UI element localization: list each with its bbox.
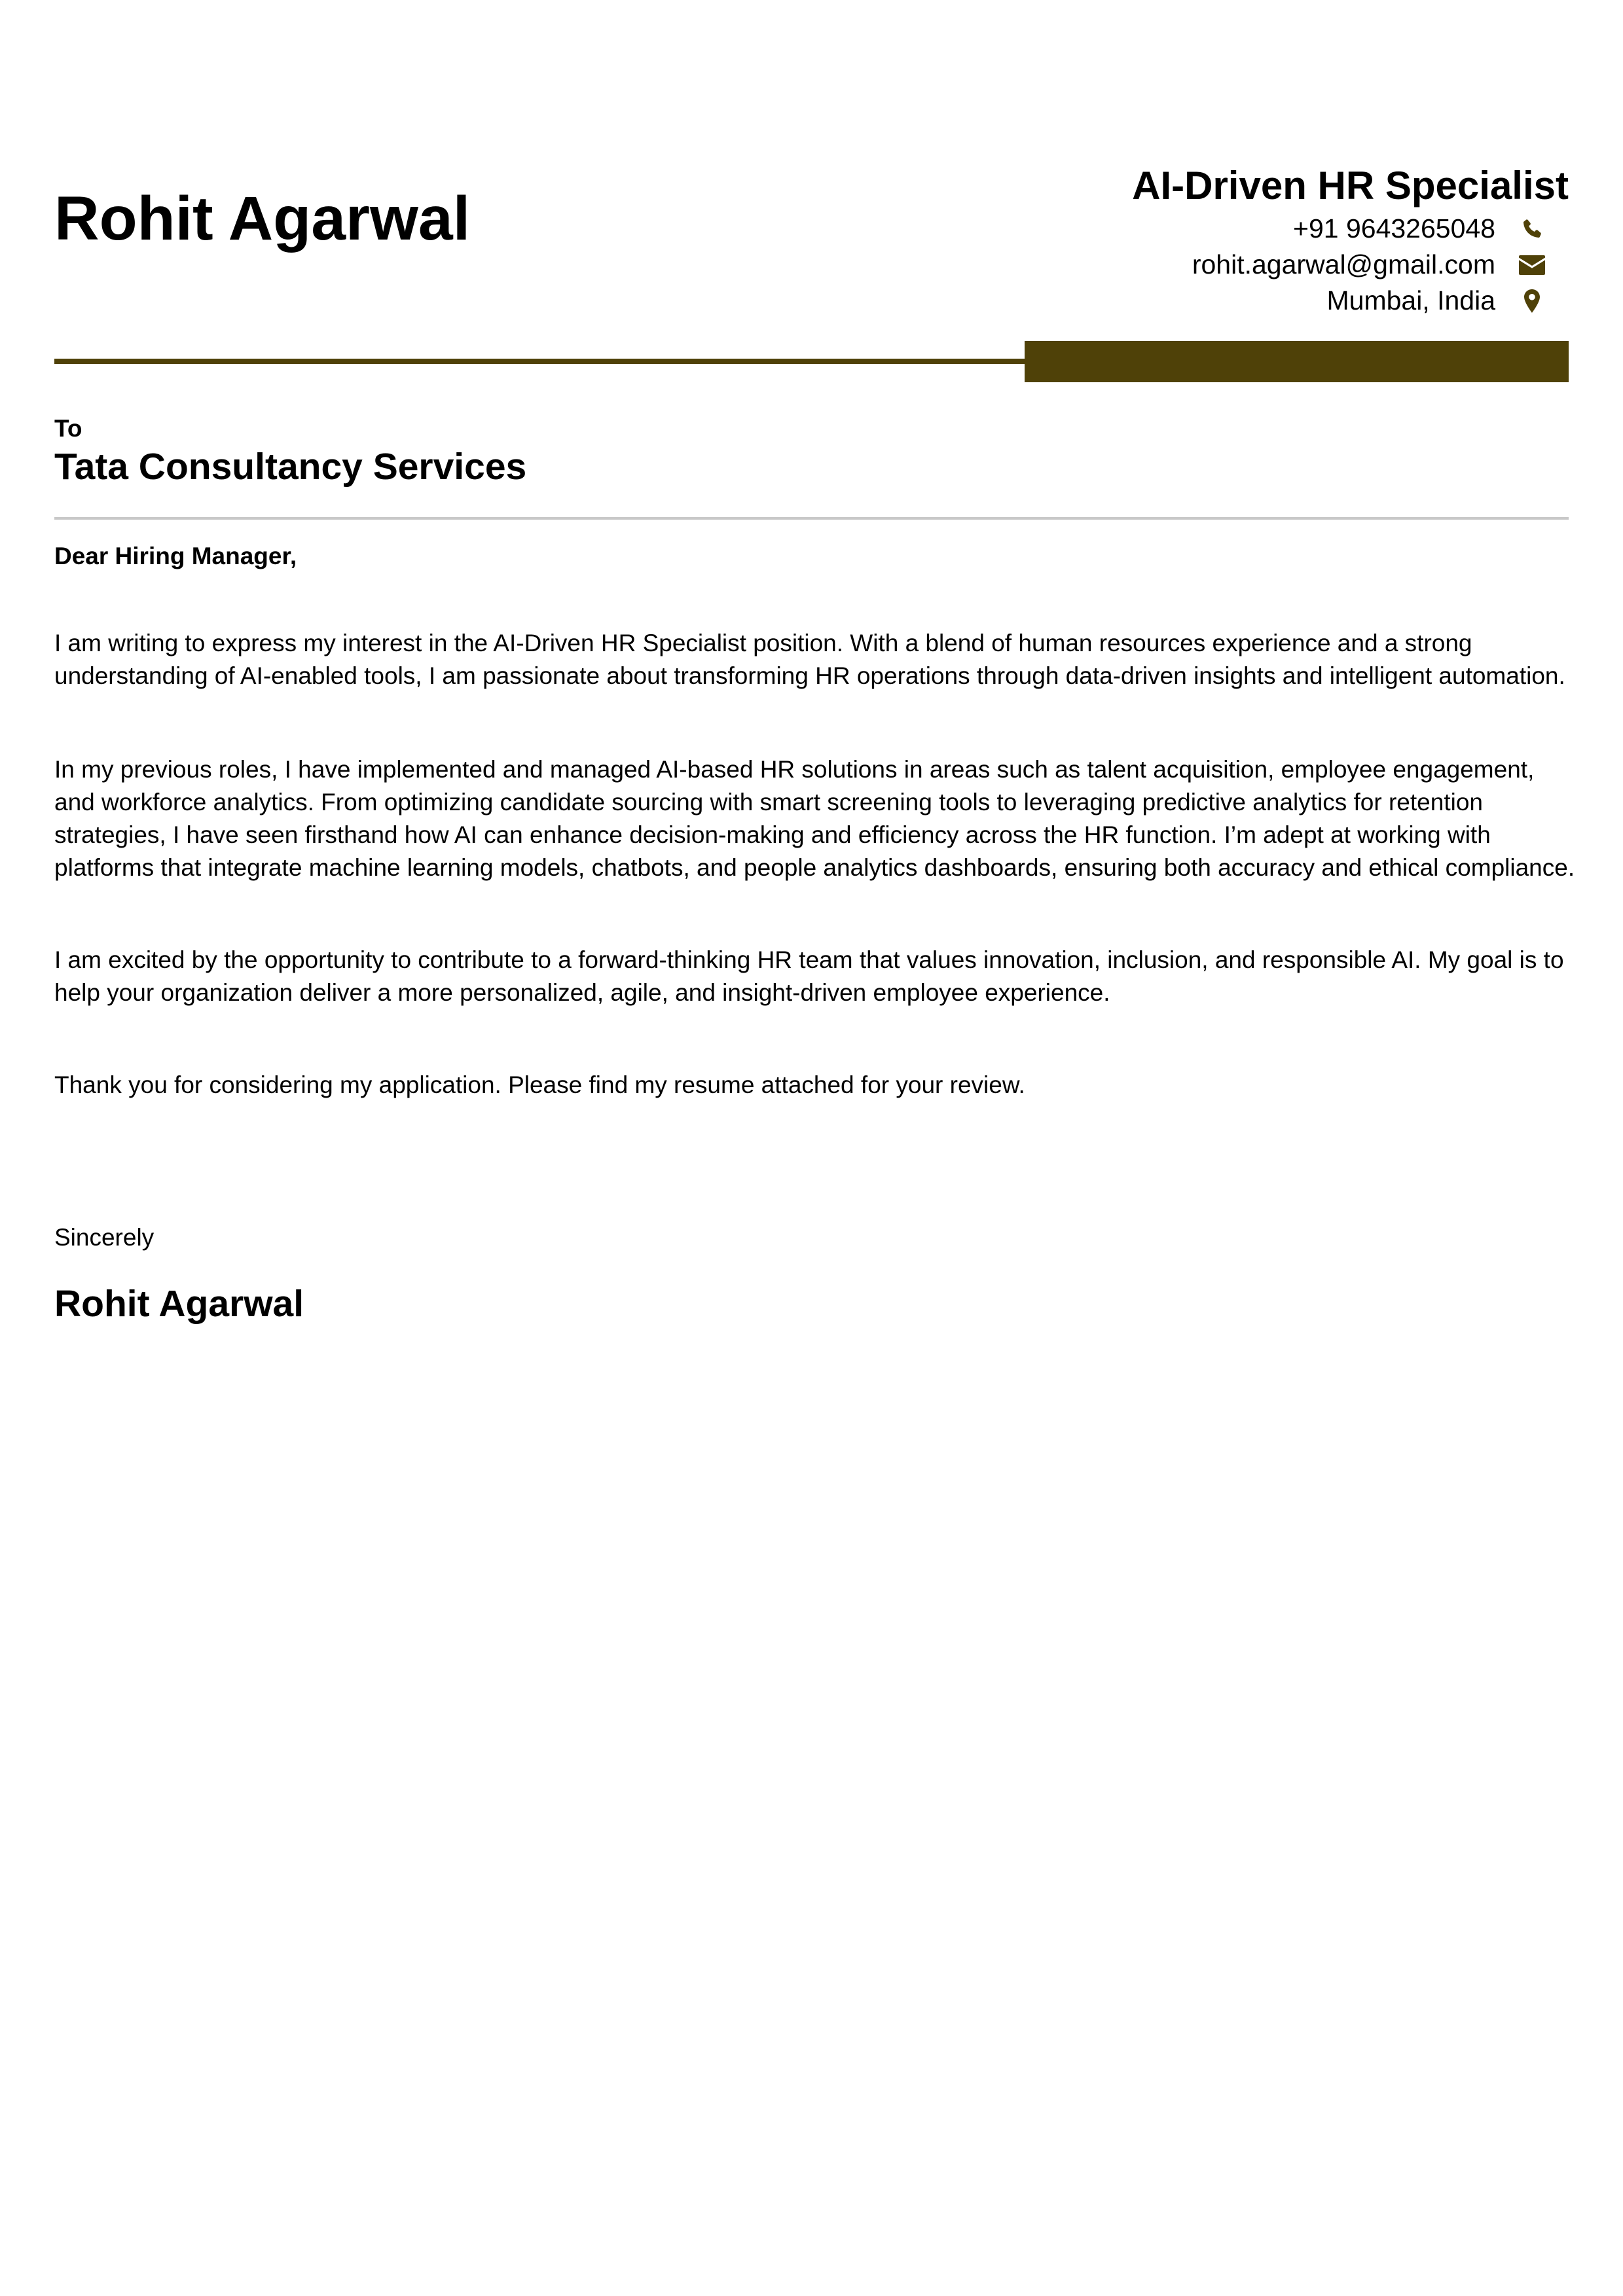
salutation: Dear Hiring Manager, — [54, 543, 297, 569]
section-divider — [54, 517, 1569, 520]
signature-name: Rohit Agarwal — [54, 1283, 304, 1325]
letter-paragraph: Thank you for considering my application. Please find my resume attached for your review. — [54, 1071, 1025, 1098]
letter-paragraph: In my previous roles, I have implemented and managed AI-based HR solutions in areas such as talent acquisition, employee engagement, and workforce analytics. From optimizing candidate sourcing with smart screening tools to leveraging predictive analytics for retention strategies, I have seen firsthand how AI can enhance decision-making and efficiency across the HR function. I’m adept at working with platforms that integrate machine learning models, chatbots, and people analytics dashboards, ensuring both accuracy and ethical compliance. — [54, 756, 1575, 881]
contact-email-row — [848, 247, 1569, 283]
contact-location-row — [848, 283, 1569, 319]
contact-phone-row — [848, 211, 1569, 247]
header-rule-line — [54, 359, 1030, 364]
location: Mumbai, India — [1326, 285, 1495, 315]
applicant-name: Rohit Agarwal — [54, 184, 471, 253]
header-contact-block — [848, 161, 1569, 319]
header-rule-accent-block — [1025, 341, 1569, 382]
map-marker-icon — [1495, 283, 1569, 319]
phone-number: +91 9643265048 — [1293, 213, 1495, 243]
phone-icon — [1495, 211, 1569, 247]
envelope-icon — [1495, 247, 1569, 283]
letter-paragraph: I am excited by the opportunity to contribute to a forward-thinking HR team that values innovation, inclusion, and responsible AI. My goal is to help your organization deliver a more personalized, agile, and insight-driven employee experience. — [54, 946, 1564, 1006]
job-title: AI-Driven HR Specialist — [1132, 164, 1569, 207]
closing: Sincerely — [54, 1224, 155, 1251]
recipient-label: To — [54, 415, 82, 442]
letter-paragraph: I am writing to express my interest in the AI-Driven HR Specialist position. With a blend of human resources experience and a strong understanding of AI-enabled tools, I am passionate about transforming HR operations through data-driven insights and intelligent automation. — [54, 630, 1565, 689]
email-address: rohit.agarwal@gmail.com — [1192, 249, 1495, 279]
recipient-company: Tata Consultancy Services — [54, 446, 527, 488]
